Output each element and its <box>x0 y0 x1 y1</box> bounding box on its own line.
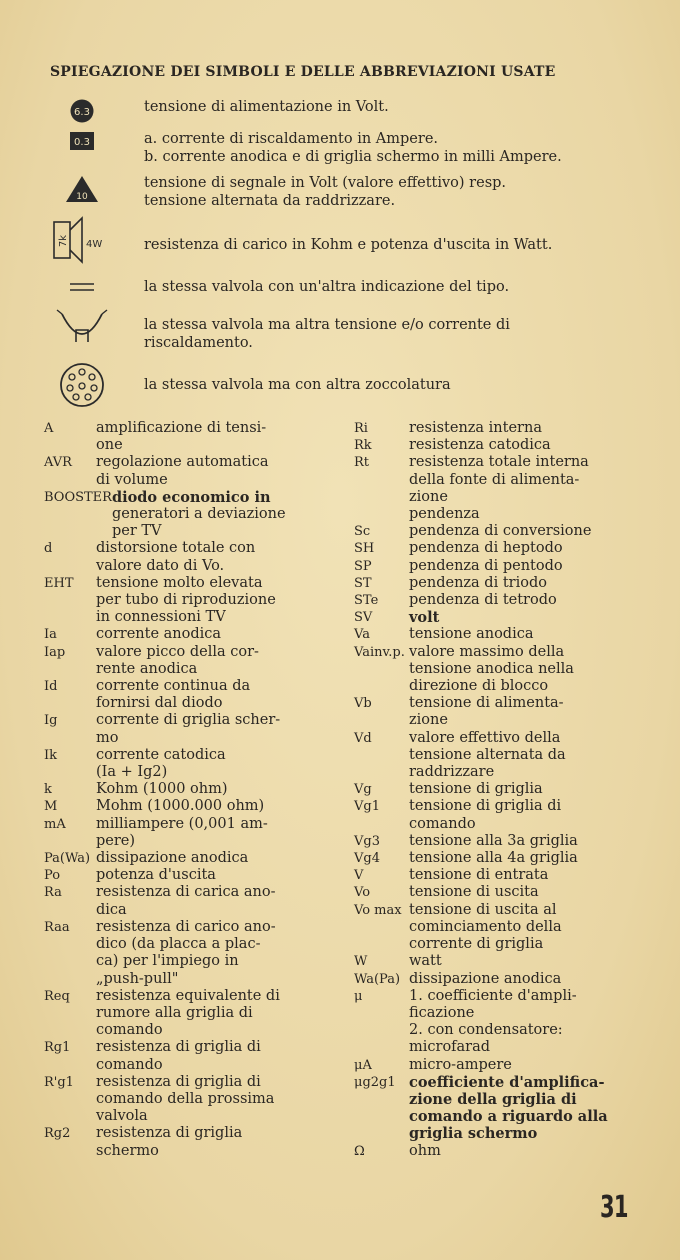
glossary-abbreviation: Vb <box>354 696 372 712</box>
glossary-abbreviation: mA <box>44 816 66 832</box>
glossary-line: pere) <box>96 832 136 849</box>
symbol-desc: b. corrente anodica e di griglia schermo in milli Ampere. <box>144 149 562 165</box>
symbol-desc: la stessa valvola con un'altra indicazione del tipo. <box>144 279 510 295</box>
glossary-abbreviation: EHT <box>44 575 74 591</box>
glossary-entry <box>44 1039 304 1073</box>
glossary-description <box>409 798 616 832</box>
glossary-abbreviation: STe <box>354 593 379 609</box>
glossary-abbreviation: d <box>44 541 53 557</box>
symbol-desc: tensione alternata da raddrizzare. <box>144 193 396 209</box>
glossary-line: corrente di griglia <box>409 936 544 953</box>
symbol-desc: resistenza di carico in Kohm e potenza d'uscita in Watt. <box>144 237 553 253</box>
glossary-abbreviation: Ra <box>44 885 62 901</box>
glossary-description <box>409 953 616 970</box>
glossary-entry <box>44 712 304 746</box>
glossary-abbreviation: Vg3 <box>354 833 380 849</box>
glossary-line: comando <box>96 1022 163 1039</box>
glossary-description <box>409 971 616 988</box>
load-label: 7k <box>58 234 69 248</box>
glossary-abbreviation: SV <box>354 610 373 626</box>
glossary-entry <box>44 644 304 678</box>
glossary-abbreviation <box>354 506 409 523</box>
glossary-entry <box>354 506 616 523</box>
heater-variant-icon <box>42 308 122 348</box>
glossary-right-column <box>354 420 616 1160</box>
glossary-line: per TV <box>111 523 162 540</box>
glossary-description <box>96 420 304 454</box>
glossary-abbreviation: SH <box>354 541 375 557</box>
glossary-description <box>96 644 304 678</box>
glossary-line: di volume <box>96 471 168 488</box>
glossary-line: watt <box>409 953 442 970</box>
glossary-line: tensione di griglia di <box>409 798 562 815</box>
glossary-abbreviation: Rk <box>354 438 372 454</box>
glossary-description <box>409 454 616 506</box>
glossary-entry <box>354 781 616 798</box>
glossary-abbreviation: Raa <box>44 919 70 935</box>
glossary-line: distorsione totale con <box>96 540 256 557</box>
glossary-line: resistenza di griglia di <box>96 1073 261 1090</box>
glossary-abbreviation: k <box>44 782 52 798</box>
glossary-line: pendenza di conversione <box>409 523 592 540</box>
glossary-description <box>409 558 616 575</box>
glossary-line: fornirsi dal diodo <box>96 695 223 712</box>
glossary-line: ohm <box>409 1142 441 1159</box>
glossary-line: Mohm (1000.000 ohm) <box>96 798 265 815</box>
glossary-line: comando della prossima <box>96 1090 275 1107</box>
symbol-desc: riscaldamento. <box>144 335 253 351</box>
glossary-abbreviation: Id <box>44 679 58 695</box>
glossary-description <box>96 850 304 867</box>
glossary-abbreviation: Va <box>354 627 370 643</box>
glossary-entry <box>44 420 304 454</box>
glossary-entry <box>354 609 616 626</box>
glossary-line: della fonte di alimenta- <box>409 471 580 488</box>
glossary-line: one <box>96 437 123 454</box>
glossary-entry <box>44 816 304 850</box>
glossary-description <box>409 575 616 592</box>
current-square-icon <box>42 130 122 152</box>
glossary-line: volt <box>409 609 440 627</box>
glossary-abbreviation: ST <box>354 575 372 591</box>
glossary-entry <box>354 867 616 884</box>
glossary-entry <box>354 644 616 696</box>
glossary-line: resistenza interna <box>409 420 542 436</box>
load-speaker-icon <box>42 214 122 266</box>
glossary-line: resistenza totale interna <box>409 454 589 471</box>
glossary-line: amplificazione di tensi- <box>96 420 267 436</box>
symbol-desc: la stessa valvola ma altra tensione e/o corrente di <box>144 317 510 333</box>
glossary-description <box>409 506 616 523</box>
glossary-description <box>96 454 304 488</box>
glossary-entry <box>44 1074 304 1126</box>
glossary-line: pendenza di heptodo <box>409 540 563 557</box>
glossary-entry <box>44 781 304 798</box>
glossary-line: valore dato di Vo. <box>96 557 225 574</box>
glossary-line: schermo <box>96 1142 159 1159</box>
glossary-line: in connessioni TV <box>96 609 226 626</box>
glossary-abbreviation: μg2g1 <box>354 1074 396 1090</box>
glossary-abbreviation: μA <box>354 1057 372 1073</box>
glossary-entry <box>354 730 616 782</box>
glossary-line: ca) per l'impiego in <box>96 953 239 970</box>
glossary-entry <box>354 454 616 506</box>
glossary-abbreviation: Vd <box>354 730 372 746</box>
glossary-description <box>112 489 304 541</box>
glossary-line: dico (da placca a plac- <box>96 936 261 953</box>
glossary-description <box>409 1143 616 1160</box>
glossary-abbreviation: AVR <box>44 455 72 471</box>
glossary-line: (Ia + Ig2) <box>96 764 168 781</box>
glossary-abbreviation: Ia <box>44 627 57 643</box>
glossary-description <box>96 1039 304 1073</box>
glossary-entry <box>354 798 616 832</box>
glossary-abbreviation: W <box>354 954 368 970</box>
tube-socket-icon <box>42 360 122 410</box>
glossary-line: resistenza di carica ano- <box>96 884 276 901</box>
glossary-line: cominciamento della <box>409 918 562 935</box>
glossary-line: tensione di griglia <box>409 781 543 798</box>
glossary-line: zione <box>409 488 448 505</box>
glossary-entry <box>44 626 304 643</box>
glossary-description <box>409 988 616 1057</box>
page-title: SPIEGAZIONE DEI SIMBOLI E DELLE ABBREVIAZIONI USATE <box>50 64 556 80</box>
glossary-abbreviation: Rg1 <box>44 1040 71 1056</box>
glossary-entry <box>44 540 304 574</box>
glossary-line: tensione anodica <box>409 626 534 643</box>
glossary-abbreviation: Pa(Wa) <box>44 851 91 867</box>
equal-sign-icon <box>42 278 122 296</box>
glossary-description <box>96 919 304 988</box>
glossary-description <box>96 988 304 1040</box>
glossary-abbreviation: Iap <box>44 644 66 660</box>
glossary-line: comando a riguardo alla <box>409 1108 608 1126</box>
glossary-entry <box>354 420 616 437</box>
glossary-description <box>409 437 616 454</box>
glossary-line: regolazione automatica <box>96 454 269 471</box>
glossary-description <box>96 626 304 643</box>
glossary-line: tensione di alimenta- <box>409 695 564 712</box>
glossary-entry <box>44 454 304 488</box>
glossary-line: pendenza <box>409 506 480 523</box>
glossary-line: corrente anodica <box>96 626 222 643</box>
glossary-line: per tubo di riproduzione <box>96 592 276 609</box>
current-label: 0.3 <box>74 137 90 148</box>
glossary-abbreviation: V <box>354 868 364 884</box>
glossary-entry <box>354 1057 616 1074</box>
glossary-entry <box>354 558 616 575</box>
glossary-entry <box>354 953 616 970</box>
symbol-desc: tensione di alimentazione in Volt. <box>144 99 389 115</box>
glossary-description <box>96 1074 304 1126</box>
glossary-line: pendenza di pentodo <box>409 557 563 574</box>
glossary-description <box>96 798 304 815</box>
glossary-abbreviation: Req <box>44 988 70 1004</box>
glossary-entry <box>44 798 304 815</box>
glossary-line: microfarad <box>409 1039 491 1056</box>
glossary-description <box>96 1125 304 1159</box>
glossary-entry <box>44 489 304 541</box>
glossary-line: dissipazione anodica <box>409 970 562 987</box>
glossary-line: 1. coefficiente d'ampli- <box>409 987 577 1004</box>
glossary-description <box>409 902 616 954</box>
glossary-description <box>96 884 304 918</box>
glossary-line: resistenza di carico ano- <box>96 918 276 935</box>
glossary-description <box>96 747 304 781</box>
glossary-line: direzione di blocco <box>409 678 549 695</box>
glossary-description <box>409 540 616 557</box>
glossary-line: 2. con condensatore: <box>409 1022 563 1039</box>
glossary-line: tensione anodica nella <box>409 660 574 677</box>
glossary-abbreviation: Sc <box>354 524 371 540</box>
glossary-description <box>96 816 304 850</box>
power-label: 4W <box>86 239 103 250</box>
glossary-entry <box>354 850 616 867</box>
glossary-line: „push-pull" <box>96 970 179 987</box>
glossary-description <box>409 867 616 884</box>
glossary-line: rumore alla griglia di <box>96 1004 253 1021</box>
glossary-line: valore picco della cor- <box>96 643 259 660</box>
glossary-line: zione della griglia di <box>409 1090 577 1108</box>
glossary-description <box>409 609 616 626</box>
glossary-description <box>409 420 616 437</box>
signal-label: 10 <box>76 192 88 202</box>
glossary-description <box>409 730 616 782</box>
glossary-abbreviation: M <box>44 799 58 815</box>
glossary-line: valore effettivo della <box>409 729 561 746</box>
glossary-entry <box>44 575 304 627</box>
glossary-line: dissipazione anodica <box>96 850 249 867</box>
glossary-abbreviation: R'g1 <box>44 1074 74 1090</box>
glossary-line: resistenza equivalente di <box>96 987 280 1004</box>
glossary-entry <box>354 523 616 540</box>
glossary-entry <box>354 695 616 729</box>
symbol-desc: a. corrente di riscaldamento in Ampere. <box>144 131 439 147</box>
glossary-entry <box>354 592 616 609</box>
glossary-left-column <box>44 420 304 1160</box>
glossary-description <box>409 592 616 609</box>
glossary-entry <box>354 988 616 1057</box>
glossary-description <box>409 850 616 867</box>
glossary-line: rente anodica <box>96 660 198 677</box>
glossary-line: comando <box>409 815 476 832</box>
glossary-line: mo <box>96 729 119 746</box>
glossary-description <box>409 626 616 643</box>
glossary-entry <box>44 1125 304 1159</box>
glossary-line: generatori a deviazione <box>111 506 286 523</box>
glossary-entry <box>354 1074 616 1143</box>
glossary-abbreviation: Ig <box>44 713 58 729</box>
glossary-abbreviation: BOOSTER <box>44 489 112 505</box>
glossary-line: tensione di entrata <box>409 867 549 884</box>
glossary-description <box>409 1074 616 1143</box>
glossary-line: tensione alla 3a griglia <box>409 832 578 849</box>
glossary-entry <box>354 833 616 850</box>
glossary-entry <box>44 919 304 988</box>
glossary-line: milliampere (0,001 am- <box>96 815 268 832</box>
glossary-line: pendenza di triodo <box>409 574 547 591</box>
glossary-line: potenza d'uscita <box>96 867 216 884</box>
glossary-entry <box>354 626 616 643</box>
glossary-abbreviation: Vg4 <box>354 851 380 867</box>
glossary-description <box>409 695 616 729</box>
glossary-line: micro-ampere <box>409 1056 512 1073</box>
symbol-desc: tensione di segnale in Volt (valore effettivo) resp. <box>144 175 507 191</box>
glossary-entry <box>354 575 616 592</box>
glossary-line: valore massimo della <box>409 643 565 660</box>
glossary-abbreviation: Ri <box>354 421 368 436</box>
glossary-abbreviation: Rg2 <box>44 1126 71 1142</box>
glossary-description <box>96 540 304 574</box>
glossary-line: raddrizzare <box>409 764 495 781</box>
glossary-entry <box>44 678 304 712</box>
glossary-line: tensione di uscita al <box>409 901 557 918</box>
glossary-line: tensione molto elevata <box>96 574 263 591</box>
glossary-description <box>96 678 304 712</box>
glossary-entry <box>44 867 304 884</box>
page-number: 31 <box>600 1190 628 1225</box>
heater-voltage-label: 6.3 <box>74 107 90 118</box>
glossary-description <box>409 781 616 798</box>
glossary-description <box>409 884 616 901</box>
glossary-line: Kohm (1000 ohm) <box>96 781 228 798</box>
signal-voltage-triangle-icon <box>42 174 122 204</box>
glossary-description <box>96 867 304 884</box>
glossary-entry <box>354 971 616 988</box>
glossary-line: comando <box>96 1056 163 1073</box>
glossary-line: tensione di uscita <box>409 884 539 901</box>
glossary-abbreviation: Rt <box>354 455 370 471</box>
glossary-abbreviation: A <box>44 421 54 436</box>
glossary-entry <box>354 902 616 954</box>
glossary-abbreviation: SP <box>354 558 372 574</box>
glossary-entry <box>354 437 616 454</box>
glossary-abbreviation: Ik <box>44 747 58 763</box>
glossary-entry <box>354 1143 616 1160</box>
glossary-line: resistenza di griglia di <box>96 1039 261 1056</box>
glossary-line: diodo economico in <box>111 488 271 506</box>
glossary-description <box>96 575 304 627</box>
glossary-entry <box>354 540 616 557</box>
glossary-abbreviation: Vo <box>354 885 371 901</box>
glossary-line: zione <box>409 712 448 729</box>
glossary-abbreviation: Vo max <box>354 902 402 918</box>
glossary-description <box>409 644 616 696</box>
glossary-abbreviation: Wa(Pa) <box>354 971 401 987</box>
glossary-line: corrente catodica <box>96 746 226 763</box>
glossary-line: valvola <box>96 1108 148 1125</box>
glossary-line: resistenza catodica <box>409 437 551 454</box>
glossary-line: tensione alternata da <box>409 746 566 763</box>
heater-voltage-circle-icon <box>42 98 122 124</box>
glossary-line: griglia schermo <box>409 1125 538 1143</box>
glossary-abbreviation: μ <box>354 988 363 1004</box>
glossary-line: resistenza di griglia <box>96 1125 243 1142</box>
glossary-description <box>96 712 304 746</box>
glossary-line: pendenza di tetrodo <box>409 592 557 609</box>
glossary-line: ficazione <box>409 1004 475 1021</box>
glossary-entry <box>44 988 304 1040</box>
glossary-description <box>409 1057 616 1074</box>
glossary-entry <box>44 884 304 918</box>
glossary-entry <box>354 884 616 901</box>
glossary-abbreviation: Vg1 <box>354 799 380 815</box>
glossary-line: coefficiente d'amplifica- <box>409 1073 605 1091</box>
glossary-line: dica <box>96 901 127 918</box>
glossary-line: corrente di griglia scher- <box>96 712 281 729</box>
glossary-abbreviation: Ω <box>354 1143 365 1159</box>
glossary-entry <box>44 747 304 781</box>
glossary-abbreviation: Vainv.p. <box>354 644 405 660</box>
symbol-desc: la stessa valvola ma con altra zoccolatura <box>144 377 451 393</box>
glossary-line: corrente continua da <box>96 678 251 695</box>
glossary-description <box>96 781 304 798</box>
glossary-entry <box>44 850 304 867</box>
glossary-description <box>409 523 616 540</box>
glossary-abbreviation: Vg <box>354 782 372 798</box>
glossary-abbreviation: Po <box>44 868 61 884</box>
glossary-description <box>409 833 616 850</box>
glossary-line: tensione alla 4a griglia <box>409 850 578 867</box>
